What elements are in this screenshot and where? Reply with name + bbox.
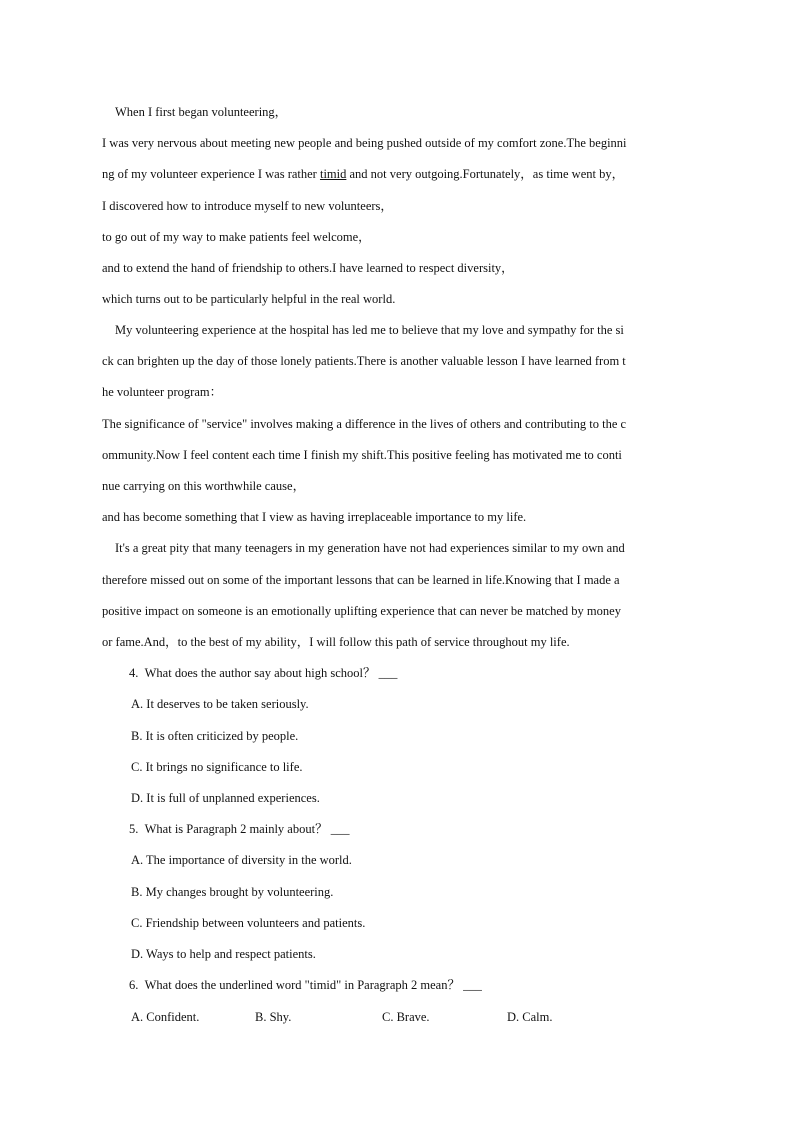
passage-line: My volunteering experience at the hospital has led me to believe that my love and sympathy for the si [115, 323, 624, 337]
question-5 [129, 821, 349, 837]
passage-line: which turns out to be particularly helpful in the real world. [102, 292, 396, 306]
passage-line: ommunity.Now I feel content each time I finish my shift.This positive feeling has motivated me to conti [102, 448, 622, 462]
question-6 [129, 977, 482, 993]
question-number: 5. [129, 822, 139, 836]
passage-line: he volunteer program： [102, 385, 223, 399]
option-b: B. Shy. [255, 1010, 292, 1024]
option-c: C. It brings no significance to life. [131, 760, 303, 774]
question-number: 4. [129, 666, 139, 680]
passage-text: and not very outgoing.Fortunately，as time went by， [346, 167, 625, 181]
option-b: B. It is often criticized by people. [131, 729, 299, 743]
passage-line: and has become something that I view as having irreplaceable importance to my life. [102, 510, 527, 524]
passage-line [102, 166, 624, 182]
question-text: What does the underlined word "timid" in Paragraph 2 mean？ ___ [144, 978, 482, 992]
question-text: What is Paragraph 2 mainly about？ ___ [144, 822, 350, 836]
option-a: A. The importance of diversity in the world. [131, 853, 352, 867]
passage-line: therefore missed out on some of the important lessons that can be learned in life.Knowing that I made a [102, 573, 620, 587]
option-d: D. Ways to help and respect patients. [131, 947, 316, 961]
passage-line: and to extend the hand of friendship to others.I have learned to respect diversity， [102, 261, 514, 275]
option-d: D. Calm. [507, 1010, 553, 1024]
passage-line: nue carrying on this worthwhile cause， [102, 479, 306, 493]
passage-line: or fame.And，to the best of my ability，I will follow this path of service throughout my life. [102, 635, 570, 649]
question-6-options [131, 1009, 591, 1025]
option-c: C. Brave. [382, 1010, 430, 1024]
option-a: A. Confident. [131, 1010, 200, 1024]
option-d: D. It is full of unplanned experiences. [131, 791, 320, 805]
passage-line: to go out of my way to make patients feel welcome， [102, 230, 371, 244]
passage-text: ng of my volunteer experience I was rather [102, 167, 320, 181]
passage-line: ck can brighten up the day of those lonely patients.There is another valuable lesson I have learned from t [102, 354, 626, 368]
passage-line: I was very nervous about meeting new people and being pushed outside of my comfort zone.The beginni [102, 136, 627, 150]
question-number: 6. [129, 978, 139, 992]
passage-line: positive impact on someone is an emotionally uplifting experience that can never be matched by money [102, 604, 621, 618]
question-text: What does the author say about high school？ ___ [144, 666, 398, 680]
option-b: B. My changes brought by volunteering. [131, 885, 334, 899]
passage-line: When I first began volunteering， [115, 105, 288, 119]
passage-line: I discovered how to introduce myself to new volunteers， [102, 199, 393, 213]
passage-line: The significance of "service" involves making a difference in the lives of others and contributing to the c [102, 417, 627, 431]
underlined-word-timid: timid [319, 167, 347, 181]
passage-line: It's a great pity that many teenagers in my generation have not had experiences similar to my own and [115, 541, 625, 555]
option-c: C. Friendship between volunteers and patients. [131, 916, 366, 930]
question-4 [129, 665, 397, 681]
option-a: A. It deserves to be taken seriously. [131, 697, 309, 711]
